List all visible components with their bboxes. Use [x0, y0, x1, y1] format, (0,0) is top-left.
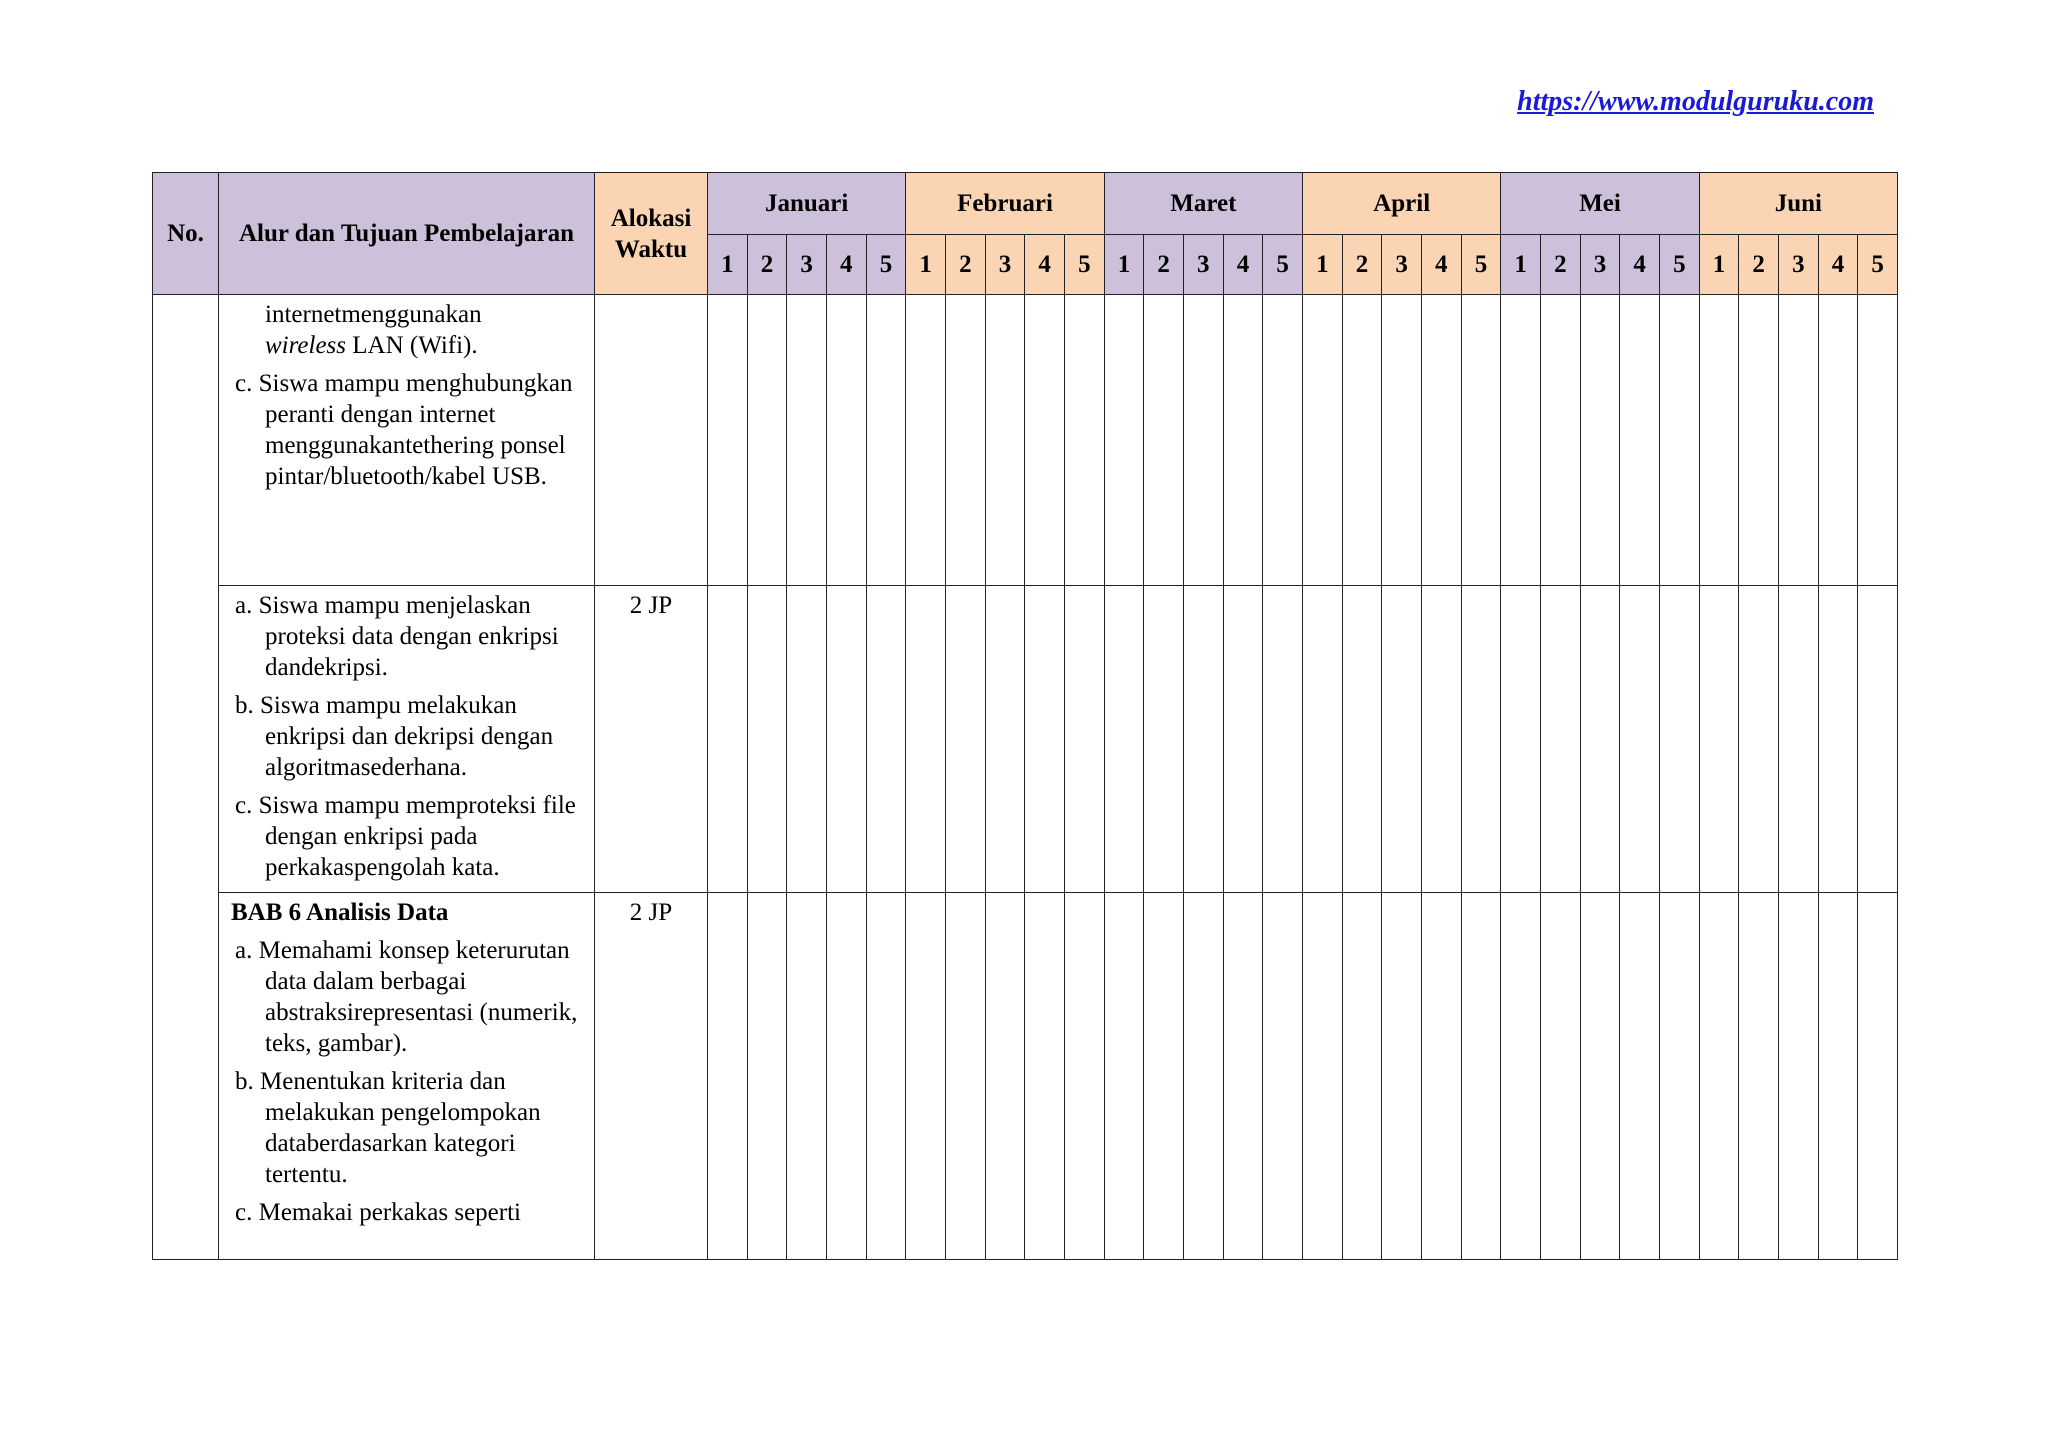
week-cell	[1263, 295, 1303, 586]
week-header-cell: 3	[1580, 235, 1620, 295]
week-cell	[1263, 893, 1303, 1260]
week-cell	[1183, 893, 1223, 1260]
website-link[interactable]: https://www.modulguruku.com	[1517, 86, 1874, 117]
week-cell	[1739, 586, 1779, 893]
week-cell	[747, 586, 787, 893]
week-cell	[1501, 295, 1541, 586]
week-cell	[1501, 586, 1541, 893]
week-cell	[866, 893, 906, 1260]
week-cell	[946, 586, 986, 893]
week-cell	[1183, 586, 1223, 893]
week-cell	[1382, 893, 1422, 1260]
week-cell	[1303, 586, 1343, 893]
week-header-cell: 3	[1183, 235, 1223, 295]
week-header-cell: 3	[787, 235, 827, 295]
week-cell	[985, 586, 1025, 893]
week-cell	[1461, 893, 1501, 1260]
week-cell	[1779, 893, 1819, 1260]
col-no-header: No.	[153, 173, 219, 295]
week-cell	[906, 295, 946, 586]
week-cell	[1620, 295, 1660, 586]
week-header-cell: 5	[1064, 235, 1104, 295]
week-cell	[1382, 295, 1422, 586]
week-cell	[1779, 586, 1819, 893]
table-row	[153, 586, 1898, 893]
week-cell	[1223, 295, 1263, 586]
week-cell	[1342, 893, 1382, 1260]
goal-continuation: internetmenggunakan wireless LAN (Wifi).	[265, 301, 482, 359]
week-header-cell: 4	[1421, 235, 1461, 295]
week-header-cell: 1	[1303, 235, 1343, 295]
week-cell	[1580, 586, 1620, 893]
week-header-cell: 4	[1620, 235, 1660, 295]
week-header-cell: 2	[1541, 235, 1581, 295]
week-cell	[1025, 295, 1065, 586]
week-header-cell: 1	[906, 235, 946, 295]
week-cell	[1263, 586, 1303, 893]
week-cell	[708, 586, 748, 893]
week-cell	[1223, 586, 1263, 893]
alokasi-cell: 2 JP	[595, 586, 708, 893]
week-cell	[1144, 893, 1184, 1260]
week-cell	[906, 893, 946, 1260]
alokasi-cell	[595, 295, 708, 586]
week-cell	[906, 586, 946, 893]
week-cell	[946, 295, 986, 586]
week-cell	[708, 295, 748, 586]
week-header-cell: 4	[1223, 235, 1263, 295]
month-header-maret: Maret	[1104, 173, 1302, 235]
col-alokasi-header: Alokasi Waktu	[595, 173, 708, 295]
goal-item: c. Siswa mampu memproteksi file dengan enkripsi pada perkakaspengolah kata.	[235, 792, 576, 881]
goal-item: c. Siswa mampu menghubungkan peranti dengan internet menggunakantethering ponsel pintar/bluetooth/kabel USB.	[235, 370, 573, 490]
week-cell	[1659, 295, 1699, 586]
month-header-januari: Januari	[708, 173, 906, 235]
week-cell	[1541, 295, 1581, 586]
week-cell	[1858, 295, 1898, 586]
week-cell	[1739, 893, 1779, 1260]
week-header-cell: 2	[1144, 235, 1184, 295]
week-cell	[1659, 586, 1699, 893]
week-cell	[1541, 586, 1581, 893]
table-row	[153, 893, 1898, 1260]
week-header-cell: 5	[866, 235, 906, 295]
week-cell	[1303, 893, 1343, 1260]
week-cell	[1461, 586, 1501, 893]
week-cell	[1064, 893, 1104, 1260]
week-cell	[1064, 586, 1104, 893]
week-header-cell: 1	[1501, 235, 1541, 295]
week-cell	[1421, 586, 1461, 893]
goal-cell	[219, 893, 595, 1260]
week-header-cell: 2	[1739, 235, 1779, 295]
week-cell	[1699, 295, 1739, 586]
month-header-mei: Mei	[1501, 173, 1699, 235]
week-cell	[1541, 893, 1581, 1260]
week-header-cell: 3	[1382, 235, 1422, 295]
week-cell	[1699, 893, 1739, 1260]
week-cell	[1025, 586, 1065, 893]
week-header-cell: 4	[1818, 235, 1858, 295]
week-cell	[1501, 893, 1541, 1260]
week-cell	[946, 893, 986, 1260]
week-header-cell: 1	[1104, 235, 1144, 295]
week-cell	[1421, 295, 1461, 586]
week-cell	[866, 295, 906, 586]
week-cell	[1382, 586, 1422, 893]
week-cell	[985, 295, 1025, 586]
week-cell	[1144, 295, 1184, 586]
week-cell	[787, 295, 827, 586]
week-cell	[1064, 295, 1104, 586]
week-cell	[826, 893, 866, 1260]
week-cell	[1223, 893, 1263, 1260]
week-cell	[1461, 295, 1501, 586]
week-cell	[747, 295, 787, 586]
week-cell	[1858, 893, 1898, 1260]
goal-item: b. Siswa mampu melakukan enkripsi dan dekripsi dengan algoritmasederhana.	[235, 692, 554, 781]
week-header-cell: 2	[946, 235, 986, 295]
alokasi-cell: 2 JP	[595, 893, 708, 1260]
week-cell	[1104, 893, 1144, 1260]
week-cell	[826, 295, 866, 586]
week-cell	[1025, 893, 1065, 1260]
week-cell	[1818, 295, 1858, 586]
goal-item: a. Memahami konsep keterurutan data dalam berbagai abstraksirepresentasi (numerik, teks, gambar).	[235, 937, 578, 1057]
week-cell	[1580, 893, 1620, 1260]
week-header-cell: 5	[1659, 235, 1699, 295]
week-cell	[708, 893, 748, 1260]
week-cell	[1739, 295, 1779, 586]
row-number-cell	[153, 295, 219, 1260]
week-cell	[1144, 586, 1184, 893]
week-cell	[747, 893, 787, 1260]
week-cell	[1659, 893, 1699, 1260]
week-cell	[1818, 893, 1858, 1260]
week-cell	[787, 893, 827, 1260]
week-cell	[1620, 893, 1660, 1260]
week-header-cell: 1	[1699, 235, 1739, 295]
week-cell	[1342, 586, 1382, 893]
week-cell	[1699, 586, 1739, 893]
week-cell	[1580, 295, 1620, 586]
week-cell	[1342, 295, 1382, 586]
week-cell	[1779, 295, 1819, 586]
month-header-juni: Juni	[1699, 173, 1897, 235]
week-header-cell: 5	[1263, 235, 1303, 295]
week-header-cell: 5	[1461, 235, 1501, 295]
goal-cell	[219, 586, 595, 893]
week-header-cell: 4	[1025, 235, 1065, 295]
week-cell	[866, 586, 906, 893]
week-cell	[1421, 893, 1461, 1260]
week-header-cell: 2	[1342, 235, 1382, 295]
week-cell	[1303, 295, 1343, 586]
goal-item: c. Memakai perkakas seperti	[235, 1199, 521, 1226]
week-header-cell: 4	[826, 235, 866, 295]
week-cell	[1104, 295, 1144, 586]
week-header-cell: 3	[1779, 235, 1819, 295]
week-cell	[826, 586, 866, 893]
goal-item: b. Menentukan kriteria dan melakukan pengelompokan databerdasarkan kategori tertentu.	[235, 1068, 541, 1188]
chapter-heading: BAB 6 Analisis Data	[231, 899, 449, 926]
week-cell	[1818, 586, 1858, 893]
table-row	[153, 295, 1898, 586]
week-cell	[1858, 586, 1898, 893]
week-cell	[787, 586, 827, 893]
week-cell	[1104, 586, 1144, 893]
week-cell	[985, 893, 1025, 1260]
goal-item: a. Siswa mampu menjelaskan proteksi data dengan enkripsi dandekripsi.	[235, 592, 559, 681]
goal-cell	[219, 295, 595, 586]
week-header-cell: 5	[1858, 235, 1898, 295]
week-cell	[1183, 295, 1223, 586]
month-header-april: April	[1303, 173, 1501, 235]
schedule-table	[152, 172, 1898, 1260]
month-header-februari: Februari	[906, 173, 1104, 235]
col-goal-header: Alur dan Tujuan Pembelajaran	[219, 173, 595, 295]
week-cell	[1620, 586, 1660, 893]
week-header-cell: 1	[708, 235, 748, 295]
week-header-cell: 2	[747, 235, 787, 295]
week-header-cell: 3	[985, 235, 1025, 295]
